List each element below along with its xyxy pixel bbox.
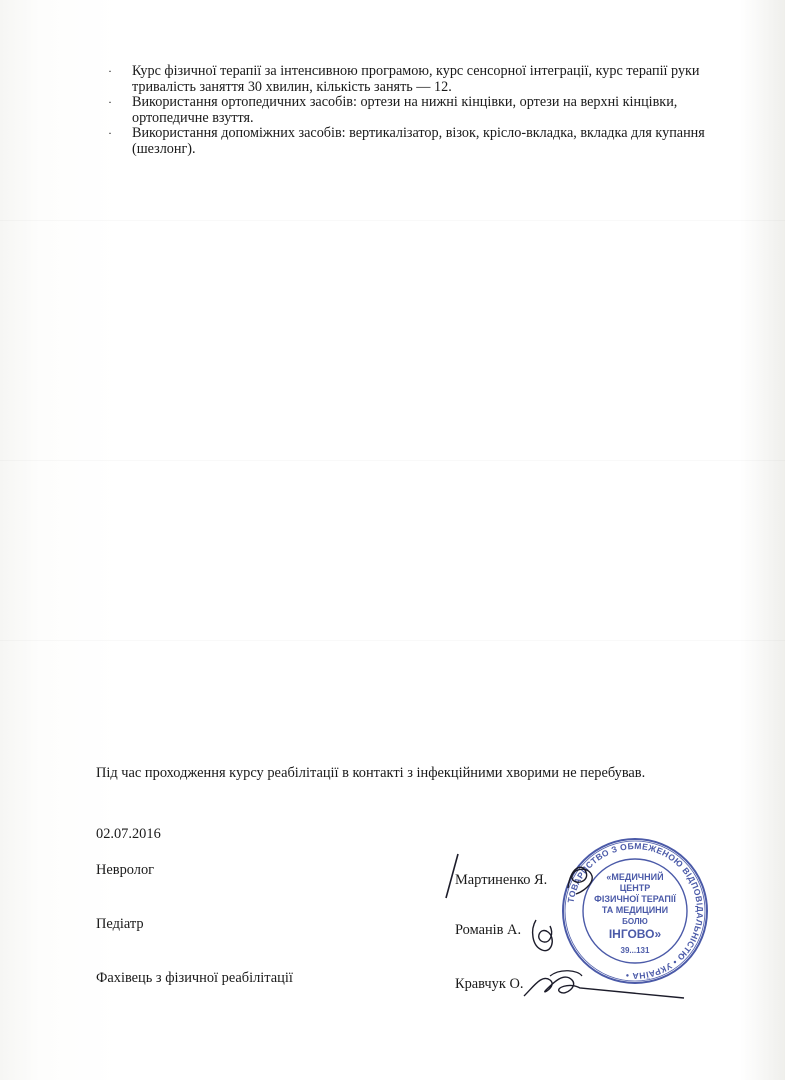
seal-line: ІНГОВО» xyxy=(608,927,662,941)
infection-note: Під час проходження курсу реабілітації в контакті з інфекційними хворими не перебував. xyxy=(96,765,646,781)
scan-artifact xyxy=(0,640,785,641)
seal-line: ФІЗИЧНОЇ ТЕРАПІЇ xyxy=(594,894,676,904)
list-item xyxy=(108,126,738,157)
seal-line: БОЛЮ xyxy=(622,917,648,926)
signatory-name-neurologist: Мартиненко Я. xyxy=(455,872,548,888)
bullet-icon: · xyxy=(108,64,112,78)
list-item-text: Курс фізичної терапії за інтенсивною програмою, курс сенсорної інтеграції, курс терапії руки тривалість заняття 30 хвилин, кількість занять — 12. xyxy=(132,63,700,95)
bullet-icon: · xyxy=(108,126,112,140)
scan-artifact xyxy=(0,220,785,221)
treatment-list xyxy=(108,64,738,157)
document-date: 02.07.2016 xyxy=(96,826,161,842)
list-item-text: Використання допоміжних засобів: вертикалізатор, візок, крісло-вкладка, вкладка для купання (шезлонг). xyxy=(132,125,705,157)
organization-seal xyxy=(560,836,710,986)
signatory-role-neurologist: Невролог xyxy=(96,862,155,878)
seal-code: 39...131 xyxy=(620,946,650,955)
seal-line: «МЕДИЧНИЙ xyxy=(606,872,664,882)
seal-ring-text: ТОВАРИСТВО З ОБМЕЖЕНОЮ ВІДПОВІДАЛЬНІСТЮ • УКРАЇНА • xyxy=(565,840,706,982)
signatory-role-pediatrician: Педіатр xyxy=(96,916,144,932)
seal-line: ТА МЕДИЦИНИ xyxy=(601,905,669,915)
bullet-icon: · xyxy=(108,95,112,109)
signatory-name-pediatrician: Романів А. xyxy=(455,922,522,938)
seal-line: ЦЕНТР xyxy=(619,883,651,893)
signatory-name-rehab-specialist: Кравчук О. xyxy=(455,976,524,992)
signature-pediatrician xyxy=(526,916,560,956)
signatory-role-rehab-specialist: Фахівець з фізичної реабілітації xyxy=(96,970,293,986)
list-item-text: Використання ортопедичних засобів: ортези на нижні кінцівки, ортези на верхні кінцівки, ортопедичне взуття. xyxy=(132,94,678,126)
list-item xyxy=(108,95,738,126)
list-item xyxy=(108,64,738,95)
scan-artifact xyxy=(0,460,785,461)
